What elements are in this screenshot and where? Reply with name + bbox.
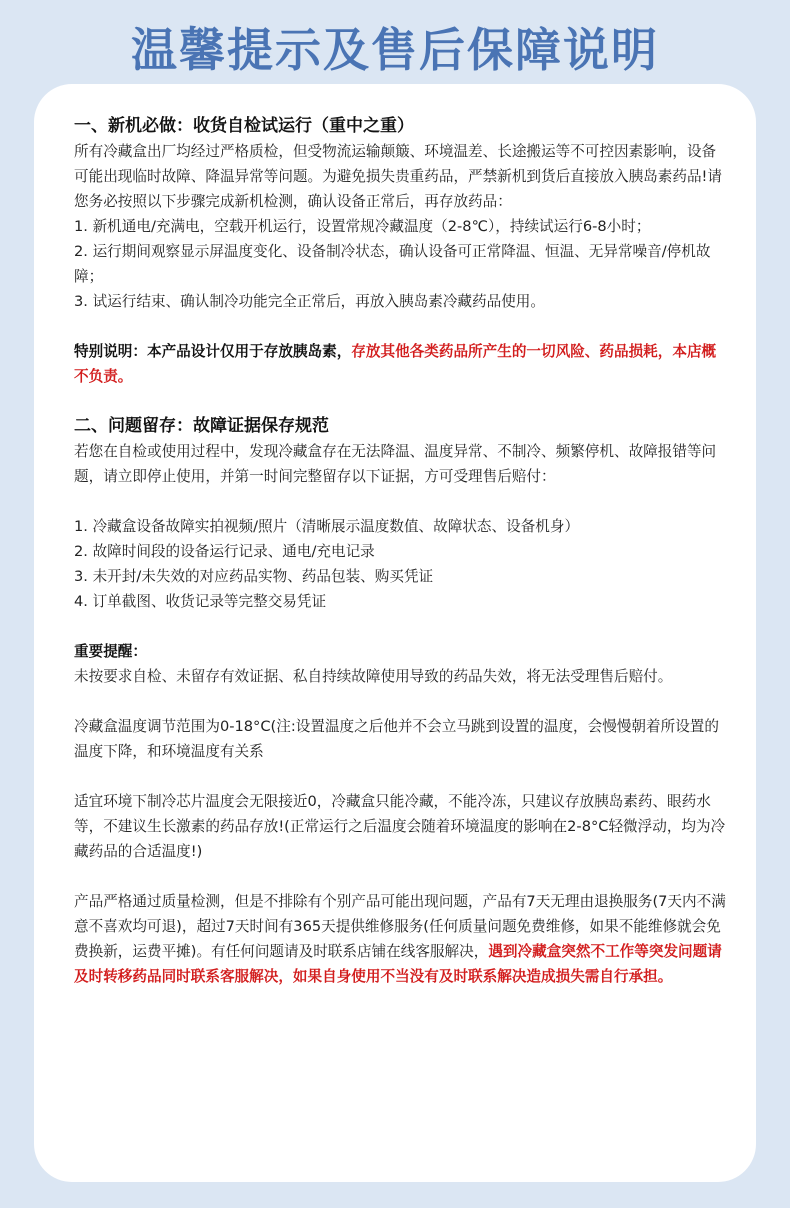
section1-step: 1. 新机通电/充满电，空载开机运行，设置常规冷藏温度（2-8℃），持续试运行6-8小时； xyxy=(74,218,651,235)
temperature-range-note: 冷藏盒温度调节范围为0-18°C(注:设置温度之后他并不会立马跳到设置的温度，会慢慢朝着所设置的温度下降，和环境温度有关系 xyxy=(74,718,719,760)
special-note xyxy=(74,339,726,389)
reminder-heading: 重要提醒： xyxy=(74,643,147,660)
special-note-lead: 特别说明：本产品设计仅用于存放胰岛素， xyxy=(74,343,352,360)
warranty-note xyxy=(74,889,726,989)
warranty-warning: 遇到冷藏盒突然不工作等突发问题请及时转移药品同时联系客服解决，如果自身使用不当没有及时联系解决造成损失需自行承担。 xyxy=(74,943,722,985)
environment-note: 适宜环境下制冷芯片温度会无限接近0，冷藏盒只能冷藏，不能冷冻，只建议存放胰岛素药、眼药水等，不建议生长激素的药品存放!(正常运行之后温度会随着环境温度的影响在2-8°C轻微浮动，均为冷藏药品的合适温度!) xyxy=(74,793,726,860)
notice-card xyxy=(34,84,756,1182)
section2-item: 2. 故障时间段的设备运行记录、通电/充电记录 xyxy=(74,543,375,560)
page-title: 温馨提示及售后保障说明 xyxy=(131,23,659,77)
section2-intro: 若您在自检或使用过程中，发现冷藏盒存在无法降温、温度异常、不制冷、频繁停机、故障报错等问题，请立即停止使用，并第一时间完整留存以下证据，方可受理售后赔付： xyxy=(74,443,717,485)
section2-item: 1. 冷藏盒设备故障实拍视频/照片（清晰展示温度数值、故障状态、设备机身） xyxy=(74,518,580,535)
section1-intro: 所有冷藏盒出厂均经过严格质检，但受物流运输颠簸、环境温差、长途搬运等不可控因素影响，设备可能出现临时故障、降温异常等问题。为避免损失贵重药品，严禁新机到货后直接放入胰岛素药品!请您务必按照以下步骤完成新机检测，确认设备正常后，再存放药品： xyxy=(74,143,722,210)
section1-step: 2. 运行期间观察显示屏温度变化、设备制冷状态，确认设备可正常降温、恒温、无异常噪音/停机故障； xyxy=(74,243,711,285)
special-note-warning: 存放其他各类药品所产生的一切风险、药品损耗，本店概不负责。 xyxy=(74,343,717,385)
section2-heading: 二、问题留存：故障证据保存规范 xyxy=(74,416,329,436)
section2-item: 3. 未开封/未失效的对应药品实物、药品包装、购买凭证 xyxy=(74,568,434,585)
section1-step: 3. 试运行结束、确认制冷功能完全正常后，再放入胰岛素冷藏药品使用。 xyxy=(74,293,545,310)
notice-content xyxy=(74,114,726,989)
section2-item: 4. 订单截图、收货记录等完整交易凭证 xyxy=(74,593,327,610)
warranty-text: 产品严格通过质量检测，但是不排除有个别产品可能出现问题，产品有7天无理由退换服务(7天内不满意不喜欢均可退)，超过7天时间有365天提供维修服务(任何质量问题免费维修，如果不能维修就会免费换新，运费平摊)。有任何问题请及时联系店铺在线客服解决， xyxy=(74,893,726,960)
reminder-text: 未按要求自检、未留存有效证据、私自持续故障使用导致的药品失效，将无法受理售后赔付。 xyxy=(74,668,673,685)
section1-heading: 一、新机必做：收货自检试运行（重中之重） xyxy=(74,116,414,136)
